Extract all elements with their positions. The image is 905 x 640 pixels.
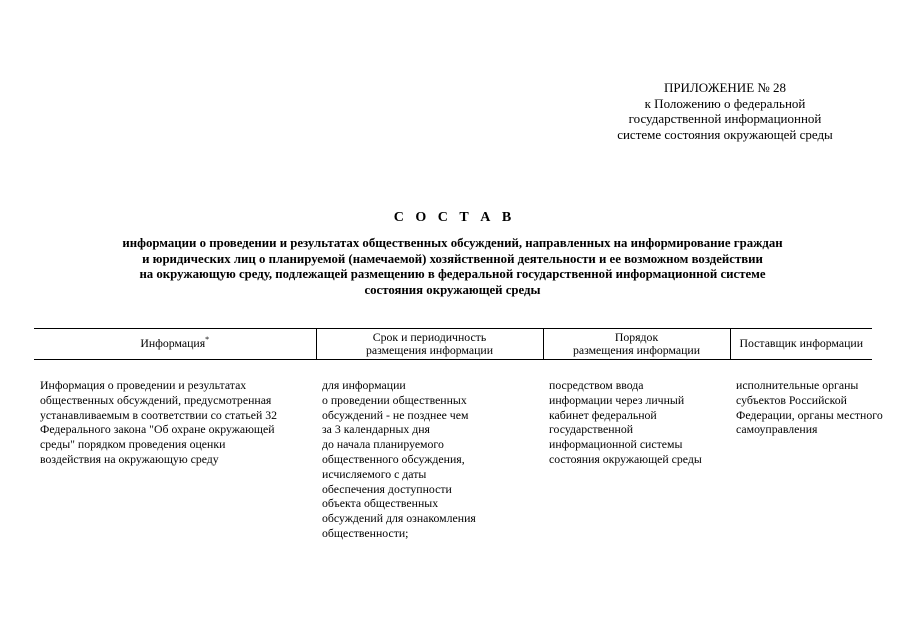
cell-line: воздействия на окружающую среду — [40, 451, 219, 466]
information-table — [34, 328, 883, 541]
cell-line: посредством ввода — [549, 378, 644, 392]
cell-line: устанавливаемым в соответствии со статьей 32 — [40, 407, 278, 422]
header-information-label: Информация — [140, 336, 206, 351]
cell-line: общественных обсуждений, предусмотренная — [40, 392, 272, 407]
appendix-line: государственной информационной — [628, 111, 822, 126]
header-term-line: размещения информации — [365, 343, 494, 357]
header-order — [543, 329, 730, 360]
cell-information — [34, 360, 316, 541]
cell-line: о проведении общественных — [322, 392, 467, 407]
cell-term — [316, 360, 543, 541]
table-header-row — [34, 329, 872, 360]
document-subtitle — [20, 236, 885, 298]
cell-line: общественности; — [322, 525, 409, 540]
appendix-header — [560, 80, 890, 142]
cell-line: объекта общественных — [322, 496, 439, 511]
cell-line: государственной — [549, 422, 634, 437]
cell-line: Федерации, органы местного — [736, 407, 883, 422]
header-order-line: Порядок — [614, 329, 659, 344]
cell-line: для информации — [322, 378, 406, 392]
subtitle-line: информации о проведении и результатах общественных обсуждений, направленных на информирование граждан — [122, 236, 783, 250]
cell-line: кабинет федеральной — [549, 407, 657, 422]
table-row — [34, 360, 872, 541]
cell-line: самоуправления — [736, 422, 818, 437]
subtitle-line: на окружающую среду, подлежащей размещению в федеральной государственной информационной системе — [139, 267, 766, 281]
appendix-line: системе состояния окружающей среды — [617, 126, 833, 142]
cell-line: обсуждений для ознакомления — [322, 511, 476, 526]
cell-line: Информация о проведении и результатах — [40, 378, 247, 392]
cell-provider — [730, 360, 883, 541]
cell-line: состояния окружающей среды — [549, 451, 702, 466]
subtitle-line: и юридических лиц о планируемой (намечаемой) хозяйственной деятельности и ее возможном воздействии — [142, 251, 763, 266]
cell-line: исчисляемого с даты — [322, 466, 427, 481]
header-term — [316, 329, 543, 360]
header-provider-label: Поставщик информации — [739, 336, 864, 351]
cell-line: Федерального закона "Об охране окружающей — [40, 422, 275, 437]
cell-line: до начала планируемого — [322, 437, 444, 452]
cell-line: исполнительные органы — [736, 378, 859, 392]
header-information — [34, 329, 316, 360]
cell-line: общественного обсуждения, — [322, 451, 465, 466]
cell-line: субъектов Российской — [736, 392, 847, 407]
header-term-line: Срок и периодичность — [372, 329, 487, 344]
header-order-line: размещения информации — [572, 343, 701, 357]
appendix-line: к Положению о федеральной — [644, 95, 806, 111]
cell-line: обеспечения доступности — [322, 481, 452, 496]
cell-order — [543, 360, 730, 541]
document-title: С О С Т А В — [393, 210, 516, 225]
cell-line: информационной системы — [549, 437, 683, 452]
header-provider — [730, 329, 872, 360]
subtitle-line: состояния окружающей среды — [364, 282, 541, 297]
cell-line: информации через личный — [549, 392, 685, 407]
cell-line: за 3 календарных дня — [322, 422, 430, 437]
appendix-line: ПРИЛОЖЕНИЕ № 28 — [663, 80, 787, 95]
cell-line: обсуждений - не позднее чем — [322, 407, 469, 422]
cell-line: среды" порядком проведения оценки — [40, 437, 226, 452]
footnote-mark: * — [205, 335, 210, 345]
